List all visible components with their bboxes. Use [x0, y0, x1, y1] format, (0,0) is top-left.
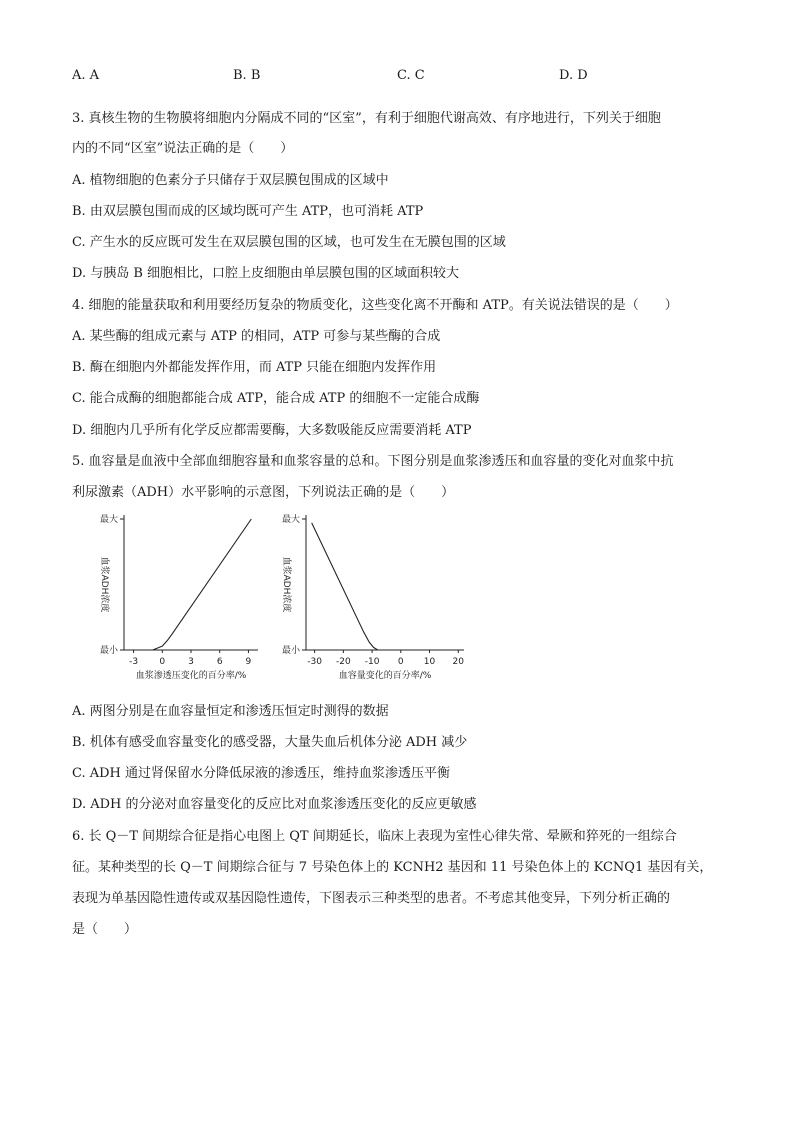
q5-stem-line-1: 5. 血容量是血液中全部血细胞容量和血浆容量的总和。下图分别是血浆渗透压和血容量的变化对血浆中抗	[72, 454, 674, 469]
y-tick-label: 最小	[99, 646, 118, 656]
q4-stem-line-1: 4. 细胞的能量获取和利用要经历复杂的物质变化，这些变化离不开酶和 ATP。有关说法错误的是（ ）	[72, 298, 678, 313]
q4-option-b: B. 酶在细胞内外都能发挥作用，而 ATP 只能在细胞内发挥作用	[72, 360, 437, 375]
q3-option-b: B. 由双层膜包围而成的区域均既可产生 ATP，也可消耗 ATP	[72, 204, 424, 219]
q3-option-d: D. 与胰岛 B 细胞相比，口腔上皮细胞由单层膜包围的区域面积较大	[72, 266, 460, 281]
x-tick-label: 20	[452, 657, 464, 667]
x-tick-label: 0	[159, 657, 166, 667]
x-axis-label: 血浆渗透压变化的百分率/%	[135, 671, 247, 681]
blood-volume-adh-chart	[268, 508, 474, 694]
y-tick-label: 最大	[99, 515, 118, 525]
x-tick-label: 0	[397, 657, 404, 667]
x-tick-label: -20	[335, 657, 351, 667]
y-tick-label: 最小	[281, 646, 300, 656]
q3-option-c: C. 产生水的反应既可发生在双层膜包围的区域，也可发生在无膜包围的区域	[72, 235, 506, 250]
q6-stem-line-1: 6. 长 Q－T 间期综合征是指心电图上 QT 间期延长，临床上表现为室性心律失常、晕厥和猝死的一组综合	[72, 829, 677, 844]
q3-stem-line-2: 内的不同“区室”说法正确的是（ ）	[72, 141, 294, 156]
x-axis-label: 血容量变化的百分率/%	[338, 671, 432, 681]
q4-option-c: C. 能合成酶的细胞都能合成 ATP，能合成 ATP 的细胞不一定能合成酶	[72, 391, 480, 406]
q5-option-d: D. ADH 的分泌对血容量变化的反应比对血浆渗透压变化的反应更敏感	[72, 797, 477, 812]
q3-option-a: A. 植物细胞的色素分子只储存于双层膜包围成的区域中	[72, 173, 389, 188]
x-tick-label: 9	[245, 657, 252, 667]
x-tick-label: -3	[129, 657, 139, 667]
q2-option-c: C. C	[397, 68, 425, 83]
q2-option-b: B. B	[233, 68, 261, 83]
y-tick-label: 最大	[281, 515, 300, 525]
q5-option-a: A. 两图分别是在血容量恒定和渗透压恒定时测得的数据	[72, 704, 389, 719]
q2-option-a: A. A	[72, 68, 100, 83]
q6-stem-line-4: 是（ ）	[72, 922, 138, 937]
series-line	[124, 519, 251, 650]
q5-stem-line-2: 利尿激素（ADH）水平影响的示意图，下列说法正确的是（ ）	[72, 485, 455, 500]
q5-option-b: B. 机体有感受血容量变化的感受器，大量失血后机体分泌 ADH 减少	[72, 735, 468, 750]
q5-option-c: C. ADH 通过肾保留水分降低尿液的渗透压，维持血浆渗透压平衡	[72, 766, 451, 781]
y-axis-label: 血浆ADH浓度	[281, 556, 291, 613]
q4-option-a: A. 某些酶的组成元素与 ATP 的相同，ATP 可参与某些酶的合成	[72, 329, 441, 344]
q4-option-d: D. 细胞内几乎所有化学反应都需要酶，大多数吸能反应需要消耗 ATP	[72, 423, 472, 438]
series-line	[312, 523, 464, 650]
x-tick-label: 3	[188, 657, 194, 667]
q3-stem-line-1: 3. 真核生物的生物膜将细胞内分隔成不同的“区室”，有利于细胞代谢高效、有序地进行，下列关于细胞	[72, 111, 661, 126]
q2-option-d: D. D	[559, 68, 588, 83]
q6-stem-line-2: 征。某种类型的长 Q－T 间期综合征与 7 号染色体上的 KCNH2 基因和 11 号染色体上的 KCNQ1 基因有关，	[72, 860, 713, 875]
plasma-osmolality-adh-chart	[72, 508, 268, 694]
q6-stem-line-3: 表现为单基因隐性遗传或双基因隐性遗传，下图表示三种类型的患者。不考虑其他变异，下列分析正确的	[72, 891, 671, 906]
x-tick-label: 10	[423, 657, 436, 667]
x-tick-label: -30	[307, 657, 322, 667]
y-axis-label: 血浆ADH浓度	[99, 556, 109, 613]
x-tick-label: 6	[216, 657, 223, 667]
x-tick-label: -10	[364, 657, 380, 667]
